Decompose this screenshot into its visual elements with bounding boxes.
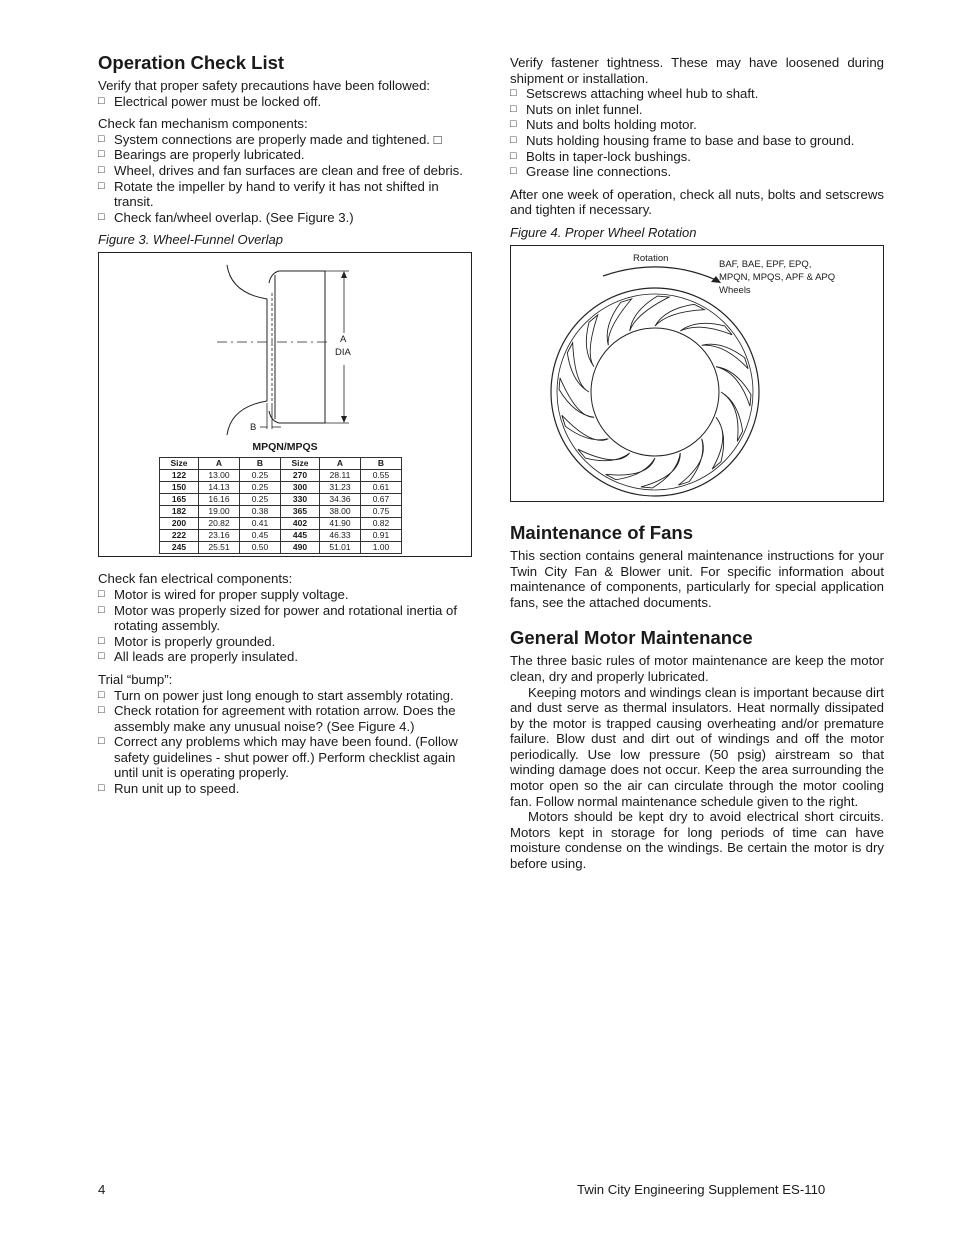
- checklist-item-text: All leads are properly insulated.: [114, 649, 298, 665]
- motor-paragraph-2: Keeping motors and windings clean is important because dirt and dust serve as thermal insulators. Heat normally dissipated by the motor is trapped causing overheating and/or premature failure. Blow dust and dirt out of windings and off the motor periodically. Use low pressure (50 psig) airstream so that winding damage does not occur. Keep the area surrounding the motor open so the air can circulate through the motor cooling fan. Follow normal maintenance schedule given to the right.: [510, 684, 884, 809]
- checkbox-icon: □: [510, 87, 517, 100]
- table-cell: 0.55: [361, 470, 402, 482]
- checklist-item: [98, 649, 472, 665]
- figure3-wheel-funnel-overlap: [98, 252, 472, 557]
- table-cell: 402: [281, 518, 320, 530]
- table-cell: 300: [281, 482, 320, 494]
- general-motor-maintenance-heading: General Motor Maintenance: [510, 627, 753, 649]
- motor-paragraph-3: Motors should be kept dry to avoid electrical short circuits. Motors kept in storage for long periods of time can have moisture condense on the windings. Be certain the motor is dry before using.: [510, 809, 884, 872]
- checkbox-icon: □: [510, 149, 517, 162]
- maintenance-of-fans-heading: Maintenance of Fans: [510, 521, 693, 543]
- checkbox-icon: □: [510, 102, 517, 115]
- table-cell: 0.61: [361, 482, 402, 494]
- wheel-shroud: [269, 271, 325, 423]
- safety-checklist: [98, 94, 472, 110]
- safety-intro: Verify that proper safety precautions have been followed:: [98, 78, 431, 93]
- checklist-item: [98, 703, 472, 734]
- table-cell: 165: [160, 494, 199, 506]
- checklist-item-text: Bearings are properly lubricated.: [114, 147, 305, 163]
- table-cell: 0.82: [361, 518, 402, 530]
- checkbox-icon: □: [510, 118, 517, 131]
- table-cell: 19.00: [199, 506, 240, 518]
- table-cell: 31.23: [320, 482, 361, 494]
- checklist-item-text: Motor was properly sized for power and rotational inertia of rotating assembly.: [114, 602, 458, 634]
- wheel-blade: [716, 367, 751, 406]
- checklist-item-text: Check rotation for agreement with rotation arrow. Does the assembly make any unusual noise? (See Figure 4.): [114, 703, 456, 734]
- wheel-blade: [606, 458, 655, 480]
- checkbox-icon: □: [98, 587, 105, 600]
- checklist-item: [98, 634, 472, 650]
- electrical-title: Check fan electrical components:: [98, 571, 293, 587]
- checklist-item-text: Run unit up to speed.: [114, 781, 240, 797]
- checklist-item-text: Wheel, drives and fan surfaces are clean and free of debris.: [114, 162, 463, 178]
- wheels-label-line2: MPQN, MPQS, APF & APQ: [719, 271, 836, 283]
- table-cell: 0.50: [240, 542, 281, 554]
- table-cell: 0.45: [240, 530, 281, 542]
- table-cell: 182: [160, 506, 199, 518]
- checkbox-icon: □: [98, 148, 105, 161]
- label-dia: DIA: [335, 347, 351, 359]
- wheel-blade: [655, 304, 704, 326]
- checklist-item: [510, 149, 884, 165]
- checklist-item-text: Nuts on inlet funnel.: [526, 101, 643, 117]
- wheel-blade: [578, 449, 630, 460]
- checklist-item: [98, 734, 472, 781]
- bump-title: Trial “bump”:: [98, 671, 173, 687]
- checklist-item-text: Electrical power must be locked off.: [114, 93, 322, 109]
- after-week-text: After one week of operation, check all nuts, bolts and setscrews and tighten if necessary.: [510, 186, 884, 218]
- checkbox-icon: □: [510, 165, 517, 178]
- wheel-blade: [712, 417, 723, 469]
- checklist-item-text: Grease line connections.: [526, 164, 672, 180]
- checkbox-icon: □: [98, 94, 105, 107]
- checkbox-icon: □: [98, 210, 105, 223]
- figure3-caption: Figure 3. Wheel-Funnel Overlap: [98, 232, 283, 248]
- table-header-row: [160, 458, 402, 470]
- checklist-item-text: Motor is properly grounded.: [114, 633, 276, 649]
- table-cell: 23.16: [199, 530, 240, 542]
- checklist-item: [98, 210, 472, 226]
- checkbox-icon: □: [98, 735, 105, 748]
- table-header-cell: B: [361, 458, 402, 470]
- rotation-arrow: [603, 267, 716, 280]
- checkbox-icon: □: [98, 634, 105, 647]
- checklist-item: [510, 164, 884, 180]
- table-row: [160, 542, 402, 554]
- checklist-item: [98, 781, 472, 797]
- checklist-item: [98, 603, 472, 634]
- table-cell: 46.33: [320, 530, 361, 542]
- wheel-blade: [559, 378, 594, 417]
- checklist-item-text: Motor is wired for proper supply voltage.: [114, 586, 349, 602]
- checklist-item: [98, 688, 472, 704]
- checklist-item-text: System connections are properly made and tightened. □: [114, 131, 442, 147]
- table-row: [160, 470, 402, 482]
- table-cell: 16.16: [199, 494, 240, 506]
- checklist-item-text: Bolts in taper-lock bushings.: [526, 148, 691, 164]
- table-cell: 0.67: [361, 494, 402, 506]
- table-cell: 0.75: [361, 506, 402, 518]
- checklist-item-text: Nuts and bolts holding motor.: [526, 117, 697, 133]
- checkbox-icon: □: [510, 133, 517, 146]
- wheel-blade: [680, 323, 732, 334]
- table-cell: 445: [281, 530, 320, 542]
- checkbox-icon: □: [98, 603, 105, 616]
- maintenance-text: This section contains general maintenance instructions for your Twin City Fan & Blower unit. For specific information about maintenance of components, particularly for special application fans, see the attached documents.: [510, 547, 884, 610]
- checklist-item-text: Correct any problems which may have been found. (Follow safety guidelines - shut power off.) Perform checklist again until unit is operating properly.: [114, 734, 458, 781]
- figure4-caption: Figure 4. Proper Wheel Rotation: [510, 224, 697, 240]
- table-cell: 0.91: [361, 530, 402, 542]
- wheel-rotation-diagram: [511, 246, 883, 501]
- table-cell: 41.90: [320, 518, 361, 530]
- page-number: 4: [98, 1182, 106, 1197]
- mechanism-checklist: [98, 132, 472, 226]
- checklist-item: [98, 94, 472, 110]
- checkbox-icon: □: [98, 688, 105, 701]
- checkbox-icon: □: [98, 704, 105, 717]
- wheel-blade: [721, 392, 743, 441]
- table-cell: 0.38: [240, 506, 281, 518]
- checklist-item-text: Setscrews attaching wheel hub to shaft.: [526, 86, 759, 102]
- left-column: [98, 52, 472, 804]
- table-cell: 0.25: [240, 470, 281, 482]
- table-cell: 0.25: [240, 494, 281, 506]
- checklist-item: [510, 86, 884, 102]
- table-row: [160, 494, 402, 506]
- table-cell: 122: [160, 470, 199, 482]
- checkbox-icon: □: [98, 782, 105, 795]
- table-header-cell: A: [199, 458, 240, 470]
- table-cell: 270: [281, 470, 320, 482]
- table-header-cell: Size: [160, 458, 199, 470]
- table-row: [160, 506, 402, 518]
- checklist-item: [510, 117, 884, 133]
- wheel-hub: [591, 328, 719, 456]
- label-a: A: [340, 334, 347, 346]
- operation-check-list-heading: Operation Check List: [98, 52, 285, 73]
- wheels-label-line1: BAF, BAE, EPF, EPQ,: [719, 258, 812, 270]
- table-cell: 0.25: [240, 482, 281, 494]
- table-cell: 150: [160, 482, 199, 494]
- checklist-item-text: Nuts holding housing frame to base and base to ground.: [526, 132, 855, 148]
- checklist-item: [98, 163, 472, 179]
- table-row: [160, 518, 402, 530]
- table-cell: 200: [160, 518, 199, 530]
- checklist-item-text: Turn on power just long enough to start assembly rotating.: [114, 687, 454, 703]
- wheel-blade: [630, 296, 669, 331]
- fastener-intro: Verify fastener tightness. These may have loosened during shipment or installation.: [510, 55, 884, 86]
- dimension-table: [159, 457, 402, 554]
- checklist-item: [98, 587, 472, 603]
- table-cell: 1.00: [361, 542, 402, 554]
- fastener-checklist: [510, 86, 884, 180]
- checkbox-icon: □: [98, 132, 105, 145]
- rotation-label: Rotation: [633, 252, 669, 264]
- table-row: [160, 530, 402, 542]
- wheel-funnel-diagram: [99, 253, 471, 443]
- table-cell: 490: [281, 542, 320, 554]
- table-cell: 38.00: [320, 506, 361, 518]
- table-title: MPQN/MPQS: [252, 441, 318, 454]
- checklist-item-text: Rotate the impeller by hand to verify it has not shifted in transit.: [114, 178, 439, 210]
- checkbox-icon: □: [98, 163, 105, 176]
- table-row: [160, 482, 402, 494]
- electrical-checklist: [98, 587, 472, 665]
- table-cell: 28.11: [320, 470, 361, 482]
- checklist-item: [98, 147, 472, 163]
- checklist-item: [98, 179, 472, 210]
- label-b: B: [250, 422, 257, 434]
- wheels-label-line3: Wheels: [719, 284, 751, 296]
- checklist-item: [98, 132, 472, 148]
- table-cell: 14.13: [199, 482, 240, 494]
- mechanism-title: Check fan mechanism components:: [98, 116, 308, 132]
- checkbox-icon: □: [98, 650, 105, 663]
- checkbox-icon: □: [98, 179, 105, 192]
- figure4-wheel-rotation: [510, 245, 884, 502]
- table-cell: 51.01: [320, 542, 361, 554]
- table-cell: 13.00: [199, 470, 240, 482]
- table-cell: 222: [160, 530, 199, 542]
- table-cell: 245: [160, 542, 199, 554]
- wheel-blade: [567, 343, 589, 392]
- table-cell: 34.36: [320, 494, 361, 506]
- table-header-cell: B: [240, 458, 281, 470]
- right-column: [510, 55, 884, 872]
- table-cell: 20.82: [199, 518, 240, 530]
- publication-title: Twin City Engineering Supplement ES-110: [577, 1182, 826, 1197]
- table-header-cell: A: [320, 458, 361, 470]
- bump-checklist: [98, 688, 472, 797]
- wheel-blade: [586, 315, 597, 367]
- motor-paragraph-1: The three basic rules of motor maintenance are keep the motor clean, dry and properly lubricated.: [510, 653, 884, 684]
- checklist-item: [510, 102, 884, 118]
- table-cell: 25.51: [199, 542, 240, 554]
- checklist-item-text: Check fan/wheel overlap. (See Figure 3.): [114, 209, 354, 225]
- checklist-item: [510, 133, 884, 149]
- table-cell: 0.41: [240, 518, 281, 530]
- wheel-blade: [641, 453, 680, 488]
- table-header-cell: Size: [281, 458, 320, 470]
- table-cell: 365: [281, 506, 320, 518]
- table-cell: 330: [281, 494, 320, 506]
- funnel-curve: [227, 265, 267, 435]
